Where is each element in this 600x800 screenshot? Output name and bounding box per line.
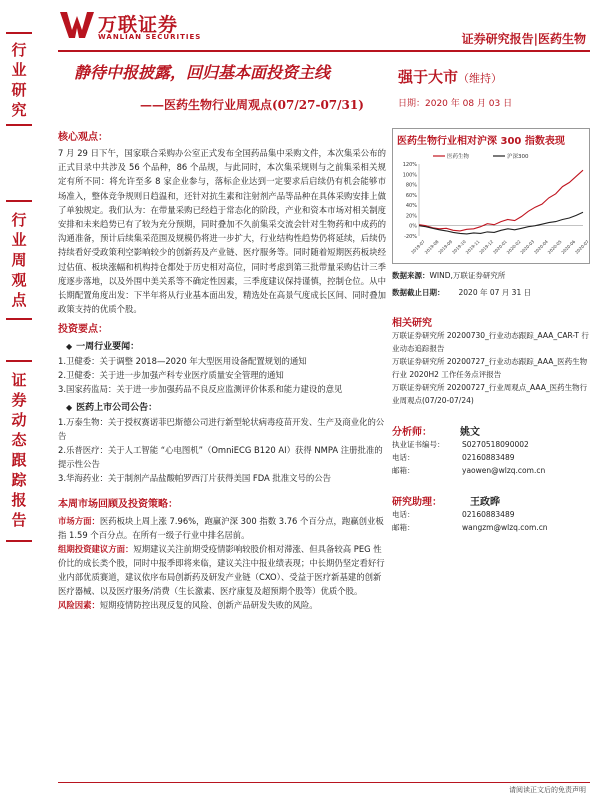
analyst-cert xyxy=(392,438,592,451)
rating xyxy=(398,66,502,87)
page-title: 静待中报披露，回归基本面投资主线 xyxy=(74,63,331,82)
x-tick-label: 2019-08 xyxy=(423,238,440,255)
x-tick-label: 2019-09 xyxy=(437,238,454,255)
y-tick-label: -20% xyxy=(404,234,417,240)
kv-value: S0270518090002 xyxy=(462,440,529,449)
news-item: 3.国家药监局：关于进一步加强药品不良反应监测评价体系和能力建设的意见 xyxy=(58,384,343,395)
side-divider xyxy=(6,32,32,34)
side-bar xyxy=(0,0,40,800)
kv-key: 邮箱： xyxy=(392,466,415,475)
analyst-heading-label: 分析师： xyxy=(392,427,432,438)
data-cutoff-label: 数据截止日期： xyxy=(392,288,445,297)
review-label: 市场方面： xyxy=(58,516,100,527)
company-item: 3.华海药业：关于制剂产品盐酸帕罗西汀片获得美国 FDA 批准文号的公告 xyxy=(58,473,332,484)
disclaimer-note[interactable]: 请阅读正文后的免责声明 xyxy=(509,786,586,794)
side-divider xyxy=(6,360,32,362)
x-tick-label: 2020-04 xyxy=(532,238,549,255)
side-label-industry-research: 行业研究 xyxy=(11,41,27,119)
data-cutoff xyxy=(392,287,592,298)
y-tick-label: 0% xyxy=(409,223,417,230)
x-tick-label: 2020-07 xyxy=(573,238,589,255)
x-tick-label: 2020-01 xyxy=(491,238,508,255)
side-divider xyxy=(6,318,32,320)
analyst-heading xyxy=(392,423,592,438)
brand-logo xyxy=(58,8,228,46)
x-tick-label: 2020-02 xyxy=(505,238,522,255)
main-column xyxy=(58,128,386,612)
side-divider xyxy=(6,540,32,542)
x-tick-label: 2019-07 xyxy=(409,238,426,255)
review-text: 医药板块上周上涨 7.96%，跑赢沪深 300 指数 3.76 个百分点，跑赢创业板指 1.59 个百分点。在所有一级子行业中排名居前。 xyxy=(58,516,384,541)
page-subtitle: ——医药生物行业周观点(07/27-07/31) xyxy=(140,98,364,112)
assistant-name: 王政晔 xyxy=(470,497,500,508)
x-tick-label: 2020-03 xyxy=(519,238,536,255)
rating-sub: （维持） xyxy=(458,72,503,85)
y-tick-label: 40% xyxy=(405,203,417,210)
assistant-email xyxy=(392,521,592,534)
series-line-0 xyxy=(419,170,583,231)
y-tick-label: 80% xyxy=(405,182,417,189)
y-tick-label: 100% xyxy=(402,172,417,179)
legend-label: 医药生物 xyxy=(447,154,470,160)
data-source xyxy=(392,270,592,281)
news-item: 1.卫健委：关于调整 2018—2020 年大型医用设备配置规划的通知 xyxy=(58,356,307,367)
core-heading: 核心观点： xyxy=(58,132,108,143)
x-tick-label: 2019-12 xyxy=(478,238,495,255)
brand-name-en: WANLIAN SECURITIES xyxy=(98,33,202,41)
x-tick-label: 2020-05 xyxy=(546,238,563,255)
data-source-value: WIND,万联证券研究所 xyxy=(429,271,506,280)
report-type: 证券研究报告|医药生物 xyxy=(461,32,586,46)
side-label-weekly: 行业周观点 xyxy=(11,211,27,309)
x-tick-label: 2019-11 xyxy=(464,238,481,255)
review-label: 组期投资建议方面： xyxy=(58,544,134,555)
kv-value: 02160883489 xyxy=(462,510,515,519)
analyst-phone xyxy=(392,451,592,464)
company-subheading: ◆ 医药上市公司公告： xyxy=(66,400,386,413)
y-tick-label: 20% xyxy=(405,213,417,220)
brand-name-cn: 万联证券 xyxy=(98,14,179,36)
related-item[interactable]: 万联证券研究所 20200730_行业动态跟踪_AAA_CAR-T 行业动态追踪报告 xyxy=(392,331,589,353)
kv-value[interactable]: wangzm@wlzq.com.cn xyxy=(462,523,548,532)
kv-key: 电话： xyxy=(392,510,415,519)
data-cutoff-value: 2020 年 07 月 31 日 xyxy=(458,288,532,297)
news-subheading: ◆ 一周行业要闻： xyxy=(66,339,386,352)
side-divider xyxy=(6,200,32,202)
review-heading: 本周市场回顾及投资策略： xyxy=(58,499,178,511)
wanlian-logo-icon xyxy=(58,8,96,40)
kv-value: 02160883489 xyxy=(462,453,515,462)
header-divider xyxy=(58,50,590,52)
analyst-name: 姚文 xyxy=(460,427,480,438)
report-date: 日期：2020 年 08 月 03 日 xyxy=(398,99,513,109)
side-divider xyxy=(6,124,32,126)
chart-canvas xyxy=(393,150,589,258)
related-item[interactable]: 万联证券研究所 20200727_行业动态跟踪_AAA_医药生物行业 2020H2 工作任务点评报告 xyxy=(392,357,588,379)
assistant-phone xyxy=(392,508,592,521)
chart-title: 医药生物行业相对沪深 300 指数表现 xyxy=(397,136,565,147)
performance-chart xyxy=(392,128,590,264)
review-item xyxy=(58,542,386,598)
news-heading: 投资要点： xyxy=(58,324,108,336)
x-tick-label: 2019-10 xyxy=(450,238,467,255)
footer-divider xyxy=(58,782,590,783)
side-label-dynamic: 证券动态跟踪报告 xyxy=(11,371,27,529)
news-item: 2.卫健委：关于进一步加强产科专业医疗质量安全管理的通知 xyxy=(58,370,284,381)
legend-label: 沪深300 xyxy=(507,154,529,160)
company-item: 1.万泰生物：关于授权赛诺菲巴斯德公司进行新型轮状病毒疫苗开发、生产及商业化的公告 xyxy=(58,417,385,442)
x-tick-label: 2020-06 xyxy=(560,238,577,255)
rating-value: 强于大市 xyxy=(398,68,459,86)
analyst-email xyxy=(392,464,592,477)
kv-key: 执业证书编号： xyxy=(392,440,445,449)
kv-key: 邮箱： xyxy=(392,523,415,532)
review-text: 短期疫情防控出现反复的风险、创新产品研发失败的风险。 xyxy=(99,600,318,611)
data-source-label: 数据来源： xyxy=(392,271,430,280)
related-heading: 相关研究 xyxy=(392,318,432,329)
assistant-heading-label: 研究助理： xyxy=(392,497,442,508)
y-tick-label: 120% xyxy=(402,162,417,168)
series-line-1 xyxy=(419,212,583,234)
review-item xyxy=(58,514,386,542)
y-tick-label: 60% xyxy=(405,192,417,199)
kv-value[interactable]: yaowen@wlzq.com.cn xyxy=(462,466,546,475)
sidebar-column xyxy=(392,128,592,534)
company-item: 2.乐普医疗：关于人工智能 “心电图机”（OmniECG B120 AI）获得 NMPA 注册批准的提示性公告 xyxy=(58,445,383,470)
review-text: 短期建议关注前期受疫情影响较股价相对滞涨、但具备较高 PEG 性价比的成长类个股，同时中报季即将来临，建议关注中报业绩表现；中长期仍坚定看好行业内部优质赛道，建议依序布局创新药及研发产业链（CXO）、受益于医疗新基建的创新医疗器械、以及医疗服务/消费（生长激素、医疗康复及超预期个股等）优质个股。 xyxy=(58,544,385,597)
related-item[interactable]: 万联证券研究所 20200727_行业周观点_AAA_医药生物行业周观点(07/20-07/24) xyxy=(392,383,588,405)
kv-key: 电话： xyxy=(392,453,415,462)
core-text: 7 月 29 日下午，国家联合采购办公室正式发布全国药品集中采购文件，本次集采公布的正式目录中共涉及 56 个品种，86 个品规，与此同时，本次集采规则与之前集采相关规定有所不同：将允许至多 8 家企业参与，落标企业达到一定要求后启续仍有机会能够市场准入，整体竞争规则日趋温和，还针对抗生素和注射剂产品等品种在具体采购安排上做了单独规定。我们认为：在带量采购已经趋于常态化的阶段，产业和资本市场对相关制度安排和未来趋势已有了较为充分预期，同时叠加不久前集采交流会针对生物药和中成药的沟通准备，预计后续集采范围及规模仍将进一步扩大，行业结构性趋势仍将延续，后续仍持续看好受政策利空影响较少的创新药及产业链、医疗服务等。同时随着短期医药板块经过估值、板块涨幅和机构持仓都处于历史相对高位，同时考虑到第三批带量采购估计三季度逐步落地，以及外围中美关系等不确定性因素，三季度建议保持谨慎，控制仓位。从中长期配置角度出发：下半年将从行业基本面出发，精选处在高景气度成长区间、同时叠加政策支持的优质个股。 xyxy=(58,148,386,315)
review-label: 风险因素： xyxy=(58,600,100,611)
review-item xyxy=(58,598,386,612)
assistant-heading xyxy=(392,493,592,508)
